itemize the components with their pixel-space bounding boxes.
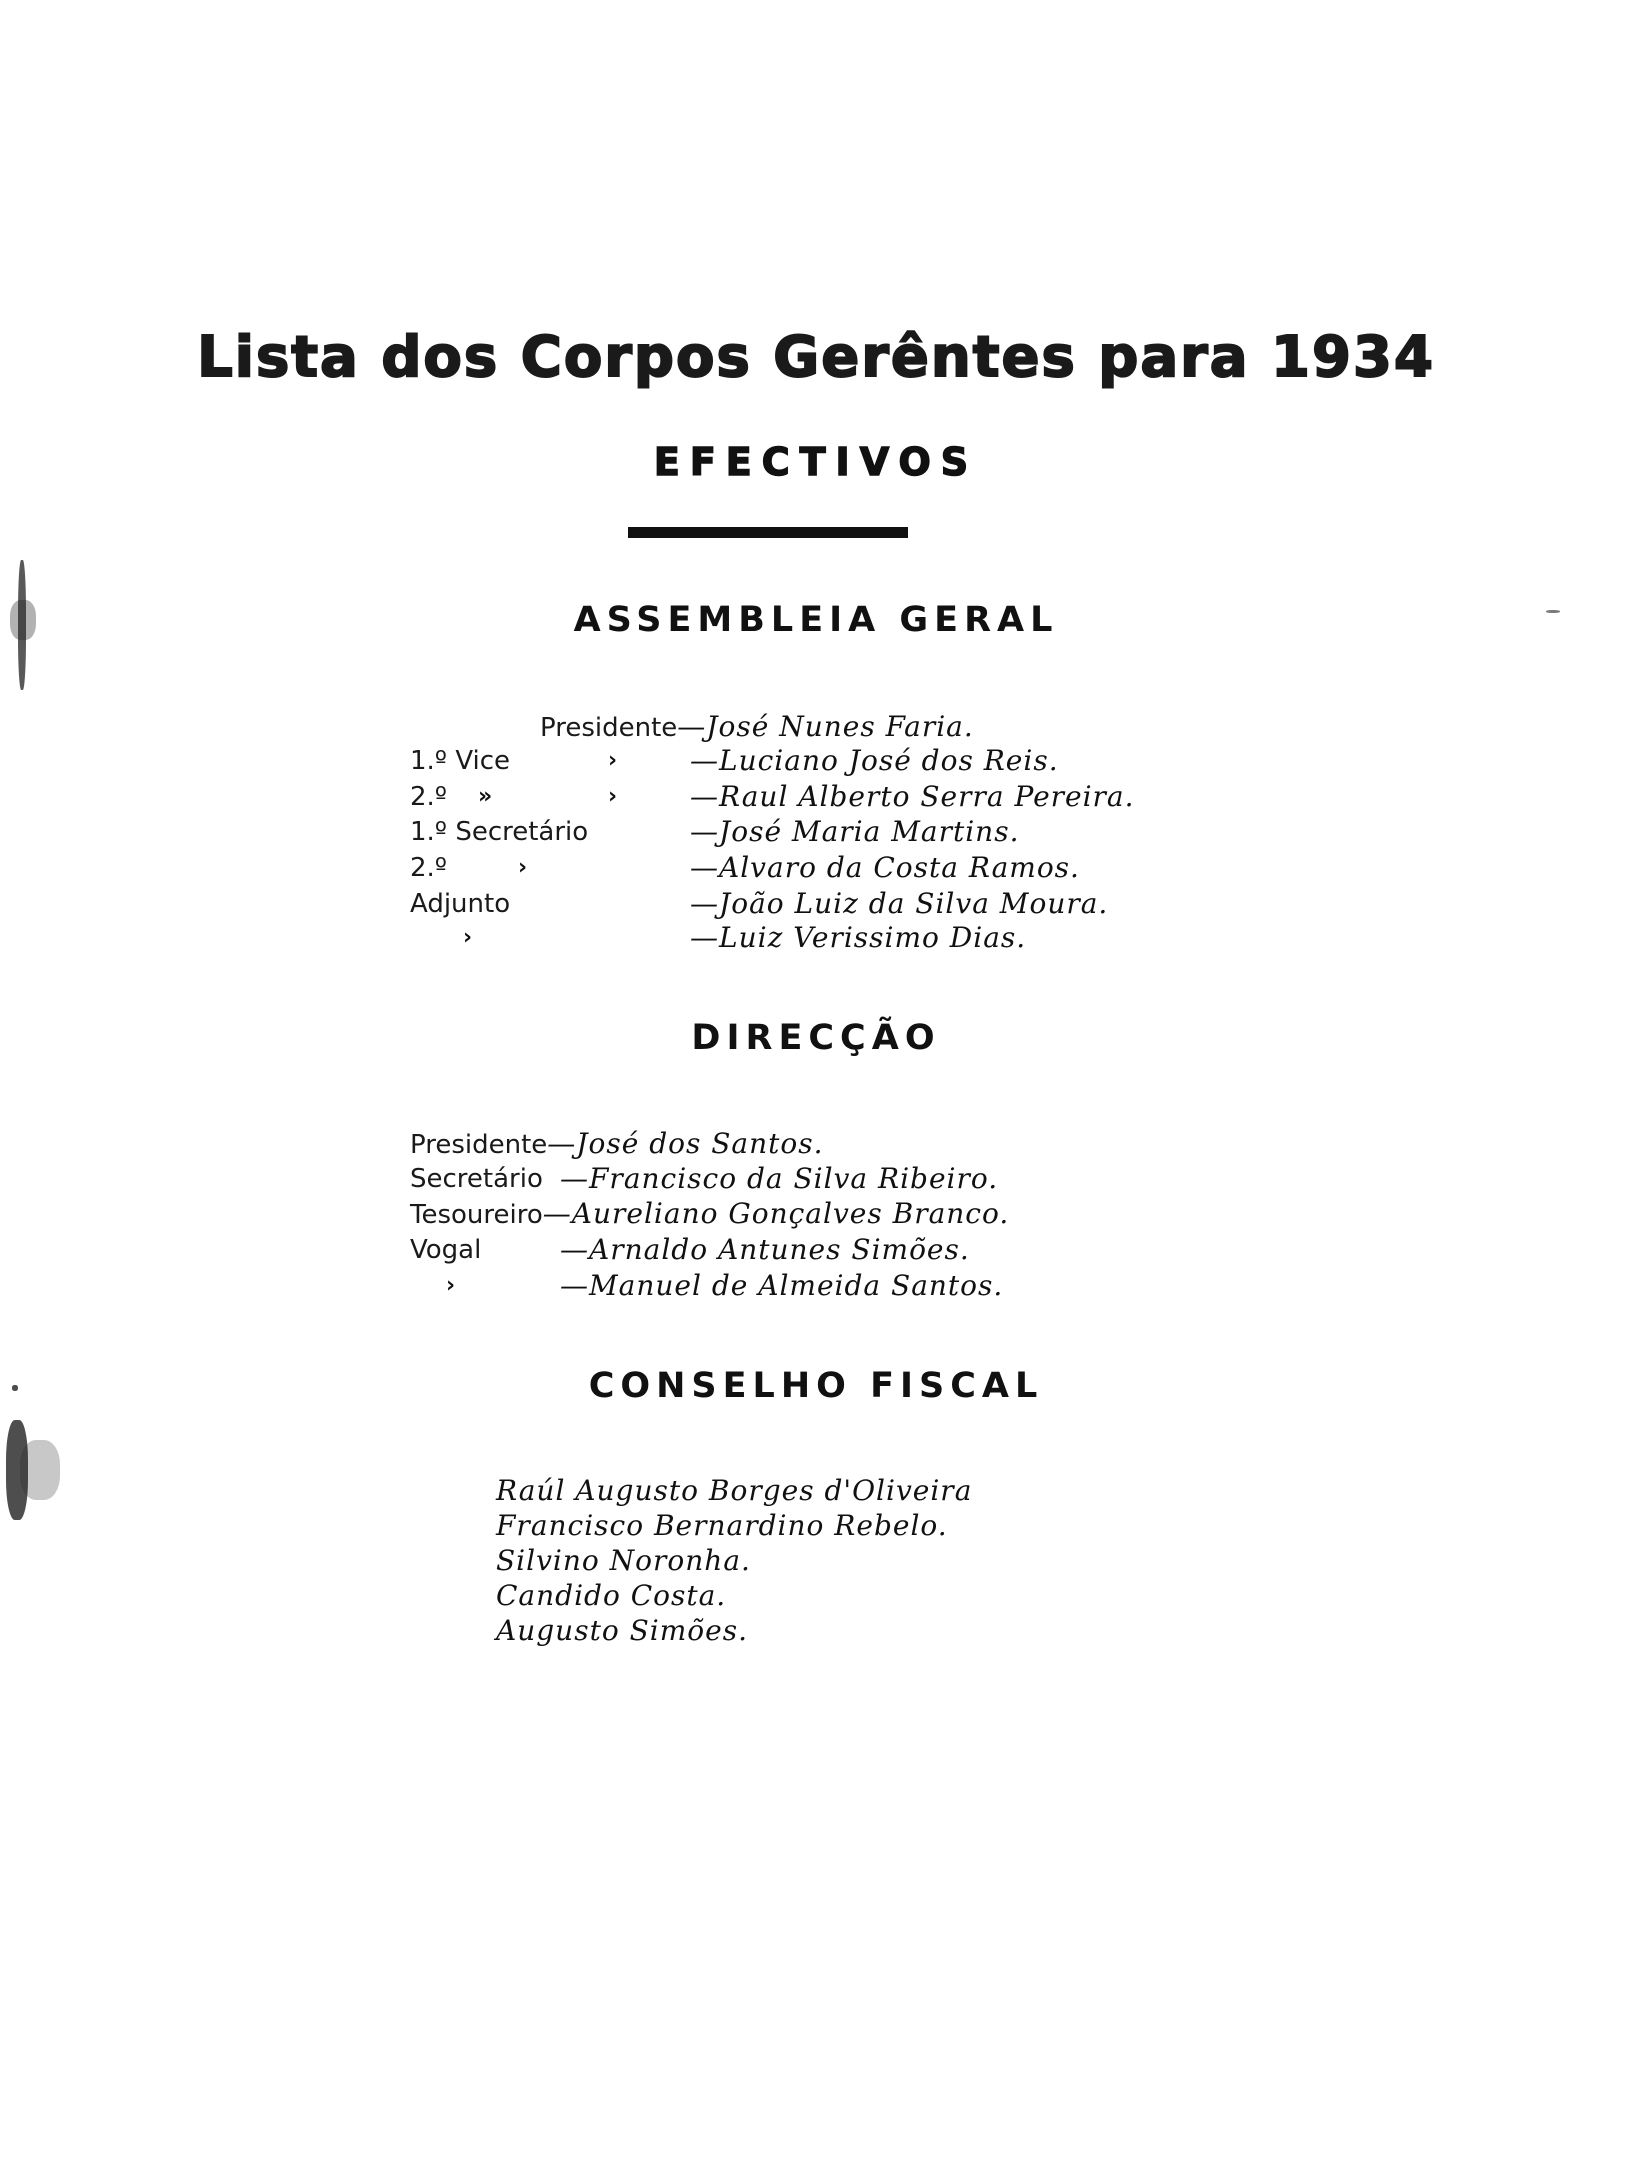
member-name: —José dos Santos. — [547, 1127, 824, 1160]
role-label: 1.º Secretário — [410, 817, 589, 847]
ditto-mark: › — [446, 1273, 456, 1298]
ditto-mark: › — [608, 784, 618, 809]
member-name: —Alvaro da Costa Ramos. — [690, 851, 1080, 884]
assembleia-row-4 — [410, 814, 588, 850]
direccao-row-5-name: —Manuel de Almeida Santos. — [560, 1269, 1004, 1302]
direccao-row-1 — [410, 1126, 824, 1163]
ditto-mark: » — [478, 784, 493, 809]
role-label: Presidente — [410, 1130, 548, 1160]
member-name: —Luciano José dos Reis. — [690, 744, 1059, 777]
ditto-mark: › — [518, 855, 528, 880]
member-name: —João Luiz da Silva Moura. — [690, 887, 1109, 920]
assembleia-row-2 — [410, 743, 510, 779]
assembleia-row-6 — [410, 886, 510, 922]
member-name: —José Maria Martins. — [690, 815, 1020, 848]
ditto-mark: › — [463, 925, 473, 950]
member-name: —Francisco da Silva Ribeiro. — [560, 1162, 999, 1195]
member-name: —Aureliano Gonçalves Branco. — [542, 1197, 1010, 1230]
scan-speck — [12, 1385, 18, 1391]
assembleia-row-5 — [410, 850, 447, 886]
role-label: 2.º — [410, 782, 448, 812]
member-name: —Raul Alberto Serra Pereira. — [690, 780, 1135, 813]
direccao-row-2 — [410, 1161, 543, 1197]
scan-speck — [1546, 610, 1560, 613]
title-rule — [628, 527, 908, 538]
page-title: Lista dos Corpos Gerêntes para 1934 — [197, 325, 1435, 390]
section-heading-conselho: CONSELHO FISCAL — [588, 1366, 1044, 1406]
assembleia-row-1 — [540, 709, 974, 746]
assembleia-row-3 — [410, 779, 447, 815]
role-label: Presidente — [540, 713, 678, 743]
ditto-mark: › — [608, 748, 618, 773]
role-label: Adjunto — [410, 889, 511, 919]
role-label: Secretário — [410, 1164, 543, 1194]
fiscal-member-1: Raúl Augusto Borges d'Oliveira — [496, 1474, 973, 1507]
scan-speck — [20, 1440, 60, 1500]
role-label: 2.º — [410, 853, 448, 883]
scan-speck — [10, 600, 36, 640]
fiscal-member-4: Candido Costa. — [496, 1579, 727, 1612]
section-heading-direccao: DIRECÇÃO — [691, 1018, 941, 1058]
member-name: —José Nunes Faria. — [677, 710, 974, 743]
member-name: —Arnaldo Antunes Simões. — [560, 1233, 970, 1266]
direccao-row-3 — [410, 1196, 1009, 1233]
assembleia-row-7-name: —Luiz Verissimo Dias. — [690, 921, 1027, 954]
role-label: Tesoureiro — [410, 1200, 543, 1230]
direccao-row-4 — [410, 1232, 481, 1268]
role-label: 1.º Vice — [410, 746, 511, 776]
fiscal-member-2: Francisco Bernardino Rebelo. — [496, 1509, 948, 1542]
page-subtitle: EFECTIVOS — [653, 440, 979, 484]
fiscal-member-5: Augusto Simões. — [496, 1614, 748, 1647]
fiscal-member-3: Silvino Noronha. — [496, 1544, 751, 1577]
section-heading-assembleia: ASSEMBLEIA GERAL — [573, 600, 1059, 640]
role-label: Vogal — [410, 1235, 482, 1265]
